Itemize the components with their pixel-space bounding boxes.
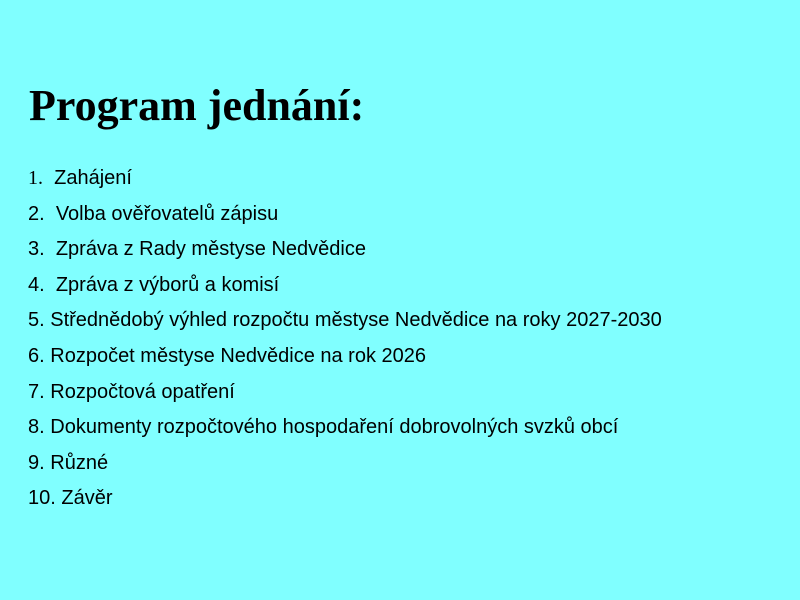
agenda-item-number: 3. — [28, 238, 45, 261]
agenda-item-number: 7. — [28, 380, 45, 403]
agenda-item-label: Závěr — [61, 487, 113, 510]
agenda-item-label: Volba ověřovatelů zápisu — [55, 202, 279, 225]
agenda-list — [28, 161, 662, 517]
agenda-item — [28, 375, 662, 411]
agenda-item-number: 2. — [28, 202, 45, 225]
agenda-item — [28, 410, 662, 446]
agenda-item — [28, 232, 662, 268]
agenda-item-number: 10. — [28, 487, 56, 510]
agenda-item-label: Rozpočet městyse Nedvědice na rok 2026 — [50, 344, 427, 367]
agenda-item-label: Střednědobý výhled rozpočtu městyse Nedvědice na roky 2027-2030 — [50, 309, 662, 332]
agenda-item-number: 4. — [28, 273, 45, 296]
agenda-item-label: Dokumenty rozpočtového hospodaření dobrovolných svzků obcí — [50, 416, 619, 439]
agenda-item — [28, 446, 662, 482]
agenda-item — [28, 161, 662, 197]
page-title: Program jednání: — [29, 81, 365, 130]
agenda-item-label: Zpráva z výborů a komisí — [55, 273, 280, 296]
agenda-item-label: Různé — [50, 451, 109, 474]
agenda-item — [28, 339, 662, 375]
agenda-item — [28, 303, 662, 339]
agenda-item-number: 6. — [28, 344, 45, 367]
agenda-item — [28, 268, 662, 304]
agenda-item-number: 1. — [28, 167, 43, 189]
agenda-item-label: Zahájení — [54, 167, 132, 189]
agenda-item — [28, 481, 662, 517]
agenda-item-number: 8. — [28, 416, 45, 439]
agenda-item-number: 5. — [28, 309, 45, 332]
agenda-item — [28, 197, 662, 233]
agenda-item-number: 9. — [28, 451, 45, 474]
agenda-item-label: Rozpočtová opatření — [50, 380, 235, 403]
agenda-item-label: Zpráva z Rady městyse Nedvědice — [55, 238, 366, 261]
